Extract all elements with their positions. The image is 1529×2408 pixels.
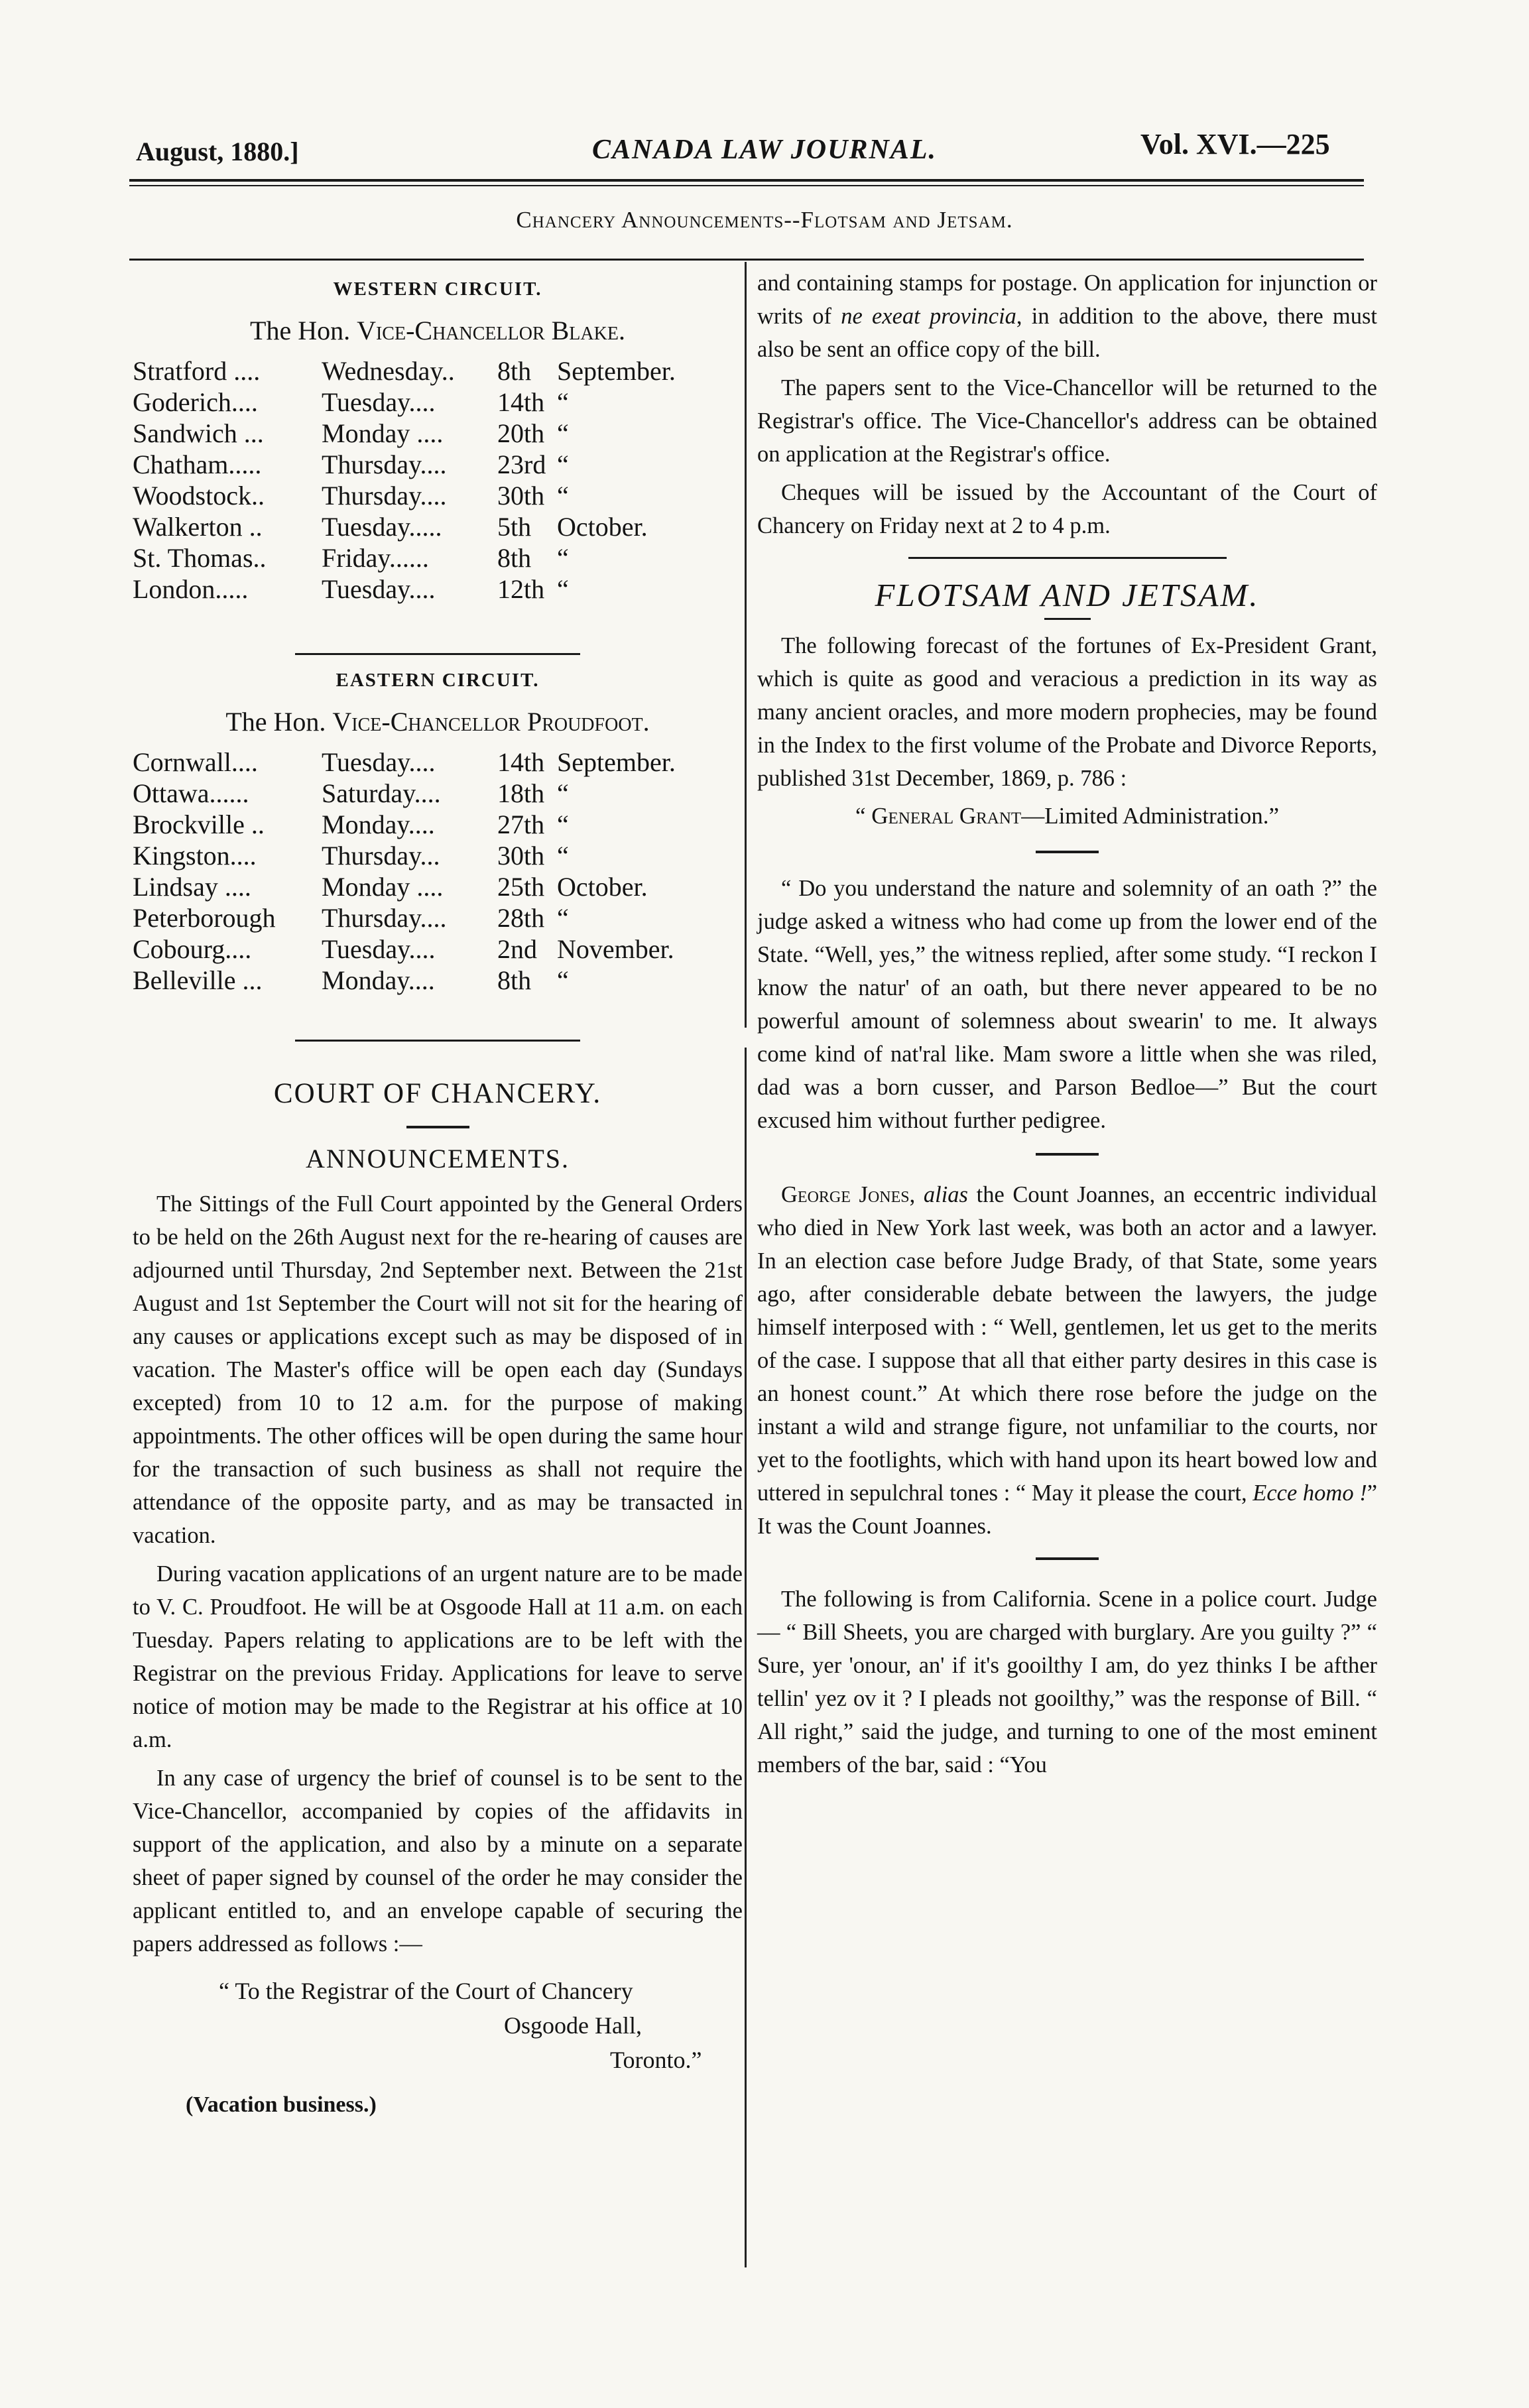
circuit-place: Stratford .... bbox=[133, 356, 261, 386]
circuit-date: 20th bbox=[497, 418, 545, 448]
circuit-date: 30th bbox=[497, 481, 545, 511]
journal-title: CANADA LAW JOURNAL. bbox=[592, 135, 937, 165]
column-divider-bottom bbox=[745, 1048, 747, 2267]
circuit-date: 25th bbox=[497, 872, 545, 902]
circuit-date: 12th bbox=[497, 574, 545, 604]
circuit-place: Ottawa...... bbox=[133, 778, 249, 808]
eastern-separator bbox=[133, 1040, 743, 1042]
circuit-place: London..... bbox=[133, 574, 249, 604]
right-column bbox=[757, 267, 1377, 1781]
circuit-month: October. bbox=[557, 872, 648, 902]
circuit-month: “ bbox=[557, 841, 569, 871]
address-line-1: “ To the Registrar of the Court of Chancery bbox=[219, 1978, 633, 2004]
circuit-place: Brockville .. bbox=[133, 810, 265, 839]
circuit-place: Cornwall.... bbox=[133, 747, 258, 777]
circuit-day: Monday.... bbox=[322, 810, 435, 839]
circuit-date: 8th bbox=[497, 543, 532, 573]
circuit-day: Thursday.... bbox=[322, 903, 447, 933]
circuit-date: 23rd bbox=[497, 450, 546, 479]
address-line-2: Osgoode Hall, bbox=[504, 2012, 642, 2039]
circuit-date: 27th bbox=[497, 810, 545, 839]
volume-page: Vol. XVI.—225 bbox=[1140, 128, 1330, 160]
flotsam-dash bbox=[1044, 618, 1091, 620]
western-row bbox=[133, 449, 676, 480]
circuit-day: Thursday.... bbox=[322, 481, 447, 511]
circuit-date: 14th bbox=[497, 387, 545, 417]
right-dash-2 bbox=[1036, 1153, 1099, 1156]
circuit-date: 8th bbox=[497, 356, 532, 386]
circuit-month: “ bbox=[557, 903, 569, 933]
right-dash-3 bbox=[1036, 1557, 1099, 1560]
circuit-day: Wednesday.. bbox=[322, 356, 455, 386]
address-line-3: Toronto.” bbox=[610, 2047, 702, 2073]
circuit-day: Tuesday.... bbox=[322, 387, 436, 417]
subtitle-rule bbox=[129, 259, 1364, 261]
circuit-month: “ bbox=[557, 418, 569, 448]
eastern-table bbox=[133, 747, 676, 996]
western-circuit bbox=[133, 278, 743, 605]
western-judge-name: Vice-Chancellor Blake. bbox=[357, 316, 625, 345]
circuit-date: 8th bbox=[497, 965, 532, 995]
circuit-date: 2nd bbox=[497, 934, 537, 964]
western-row bbox=[133, 542, 676, 573]
right-paragraph-2: The papers sent to the Vice-Chancellor will be returned to the Registrar's office. The Vice-Chancellor's address can be obtained on application at the Registrar's office. bbox=[757, 375, 1377, 467]
circuit-month: October. bbox=[557, 512, 648, 542]
circuit-month: “ bbox=[557, 481, 569, 511]
circuit-place: Chatham..... bbox=[133, 450, 262, 479]
western-row bbox=[133, 387, 676, 418]
western-row bbox=[133, 573, 676, 605]
column-divider-top bbox=[745, 262, 747, 1028]
chancery-paragraph-3: In any case of urgency the brief of counsel is to be sent to the Vice-Chancellor, accompanied by copies of the affidavits in support of the application, and also by a minute on a separate sheet of paper signed by counsel of the order he may consider the applicant entitled to, and an envelope capable of securing the papers addressed as follows :— bbox=[133, 1766, 743, 1957]
chancery-paragraph-1: The Sittings of the Full Court appointed by the General Orders to be held on the 26th August next for the re-hearing of causes are adjourned until Thursday, 2nd September next. Between the 21st August and 1st September the Court will not sit for the hearing of any causes or applications except such as may be disposed of in vacation. The Master's office will be open each day (Sundays excepted) from 10 to 12 a.m. for the purpose of making appointments. The other offices will be open during the same hour for the transaction of such business as shall not require the attendance of the opposite party, and as may be transacted in vacation. bbox=[133, 1191, 743, 1548]
eastern-row bbox=[133, 965, 676, 996]
circuit-date: 18th bbox=[497, 778, 545, 808]
chancery-title: COURT OF CHANCERY. bbox=[273, 1078, 602, 1109]
western-judge: The Hon. Vice-Chancellor Blake. bbox=[250, 316, 625, 345]
eastern-heading: EASTERN CIRCUIT. bbox=[336, 670, 540, 691]
circuit-place: Peterborough bbox=[133, 903, 276, 933]
grant-quote: “ General Grant—Limited Administration.” bbox=[855, 803, 1280, 829]
count-joannes-anecdote: George Jones, alias the Count Joannes, an eccentric individual who died in New York last week, was both an actor and a lawyer. In an election case before Judge Brady, of that State, some years ago, after considerable debate between the lawyers, the judge himself interposed with : “ Well, gentlemen, let us get to the merits of the case. I suppose that all that either party desires in this case is an honest count.” At which there rose before the judge on the instant a wild and strange figure, not unfamiliar to the courts, nor yet to the footlights, which with hand upon its heart bowed low and uttered in sepulchral tones : “ May it please the court, Ecce homo !” It was the Count Joannes. bbox=[757, 1182, 1378, 1539]
circuit-day: Tuesday.... bbox=[322, 574, 436, 604]
vacation-business: (Vacation business.) bbox=[186, 2092, 377, 2117]
circuit-month: “ bbox=[557, 387, 569, 417]
circuit-place: Woodstock.. bbox=[133, 481, 265, 511]
circuit-day: Monday .... bbox=[322, 872, 444, 902]
circuit-day: Monday .... bbox=[322, 418, 444, 448]
circuit-month: November. bbox=[557, 934, 674, 964]
right-dash-1 bbox=[1036, 851, 1099, 853]
circuit-place: Walkerton .. bbox=[133, 512, 263, 542]
western-table bbox=[133, 355, 676, 605]
circuit-place: Belleville ... bbox=[133, 965, 263, 995]
circuit-place: Cobourg.... bbox=[133, 934, 252, 964]
page-subtitle: Chancery Announcements--Flotsam and Jetsam. bbox=[516, 207, 1013, 233]
eastern-row bbox=[133, 933, 676, 965]
western-separator bbox=[133, 653, 743, 655]
circuit-day: Thursday... bbox=[322, 841, 440, 871]
circuit-date: 30th bbox=[497, 841, 545, 871]
circuit-day: Friday...... bbox=[322, 543, 429, 573]
header-rule-thick bbox=[129, 179, 1364, 182]
circuit-date: 5th bbox=[497, 512, 532, 542]
western-heading: WESTERN CIRCUIT. bbox=[333, 278, 542, 300]
right-separator-1 bbox=[908, 557, 1227, 559]
flotsam-paragraph-1: The following forecast of the fortunes of Ex-President Grant, which is quite as good and veracious a prediction in its way as many ancient oracles, and more modern prophecies, may be found in the Index to the first volume of the Probate and Divorce Reports, published 31st December, 1869, p. 786 : bbox=[757, 633, 1377, 791]
circuit-place: St. Thomas.. bbox=[133, 543, 267, 573]
eastern-row bbox=[133, 747, 676, 778]
eastern-judge-name: Vice-Chancellor Proudfoot. bbox=[332, 707, 650, 737]
circuit-day: Saturday.... bbox=[322, 778, 441, 808]
announcements-heading: ANNOUNCEMENTS. bbox=[306, 1144, 570, 1174]
circuit-day: Tuesday.... bbox=[322, 747, 436, 777]
circuit-month: “ bbox=[557, 450, 569, 479]
circuit-day: Tuesday.... bbox=[322, 934, 436, 964]
header-rule-thin bbox=[129, 185, 1364, 186]
circuit-date: 28th bbox=[497, 903, 545, 933]
chancery-paragraph-2: During vacation applications of an urgent nature are to be made to V. C. Proudfoot. He will be at Osgoode Hall at 11 a.m. on each Tuesday. Papers relating to applications are to be left with the Registrar on the previous Friday. Applications for leave to serve notice of motion may be made to the Registrar at his office at 10 a.m. bbox=[133, 1561, 743, 1752]
circuit-date: 14th bbox=[497, 747, 545, 777]
california-anecdote: The following is from California. Scene in a police court. Judge — “ Bill Sheets, you are charged with burglary. Are you guilty ?” “ Sure, yer 'onour, an' if it's gooilthy I am, do yez thinks I be afther tellin' yez ov it ? I pleads not gooilthy,” was the response of Bill. “ All right,” said the judge, and turning to one of the most eminent members of the bar, said : “You bbox=[757, 1587, 1377, 1777]
western-row bbox=[133, 355, 676, 387]
oath-anecdote: “ Do you understand the nature and solemnity of an oath ?” the judge asked a witness who had come up from the lower end of the State. “Well, yes,” the witness replied, after some study. “I reckon I know the natur' of an oath, but there never appeared to be no powerful amount of solemness about swearin' to me. It always come kind of nat'ral like. Mam swore a little when she was riled, dad was a born cusser, and Parson Bedloe—” But the court excused him without further pedigree. bbox=[757, 876, 1377, 1133]
western-row bbox=[133, 418, 676, 449]
western-row bbox=[133, 511, 676, 542]
circuit-month: “ bbox=[557, 574, 569, 604]
eastern-row bbox=[133, 902, 676, 933]
right-paragraph-3: Cheques will be issued by the Accountant of the Court of Chancery on Friday next at 2 to 4 p.m. bbox=[757, 480, 1377, 538]
circuit-place: Lindsay .... bbox=[133, 872, 251, 902]
flotsam-title: FLOTSAM AND JETSAM. bbox=[875, 577, 1260, 613]
circuit-month: “ bbox=[557, 810, 569, 839]
eastern-row bbox=[133, 871, 676, 902]
circuit-month: September. bbox=[557, 356, 676, 386]
circuit-place: Sandwich ... bbox=[133, 418, 264, 448]
eastern-row bbox=[133, 840, 676, 871]
header-date: August, 1880.] bbox=[136, 137, 299, 166]
eastern-judge: The Hon. Vice-Chancellor Proudfoot. bbox=[225, 707, 650, 737]
right-paragraph-1: and containing stamps for postage. On application for injunction or writs of ne exeat provincia, in addition to the above, there must also be sent an office copy of the bill. bbox=[757, 271, 1377, 362]
circuit-month: “ bbox=[557, 778, 569, 808]
chancery-dash bbox=[406, 1126, 469, 1128]
chancery-section bbox=[133, 1077, 743, 2122]
circuit-month: September. bbox=[557, 747, 676, 777]
circuit-day: Tuesday..... bbox=[322, 512, 442, 542]
circuit-place: Goderich.... bbox=[133, 387, 258, 417]
circuit-month: “ bbox=[557, 543, 569, 573]
eastern-row bbox=[133, 809, 676, 840]
circuit-day: Thursday.... bbox=[322, 450, 447, 479]
circuit-place: Kingston.... bbox=[133, 841, 257, 871]
circuit-month: “ bbox=[557, 965, 569, 995]
eastern-row bbox=[133, 778, 676, 809]
circuit-day: Monday.... bbox=[322, 965, 435, 995]
western-row bbox=[133, 480, 676, 511]
eastern-circuit bbox=[133, 670, 743, 996]
